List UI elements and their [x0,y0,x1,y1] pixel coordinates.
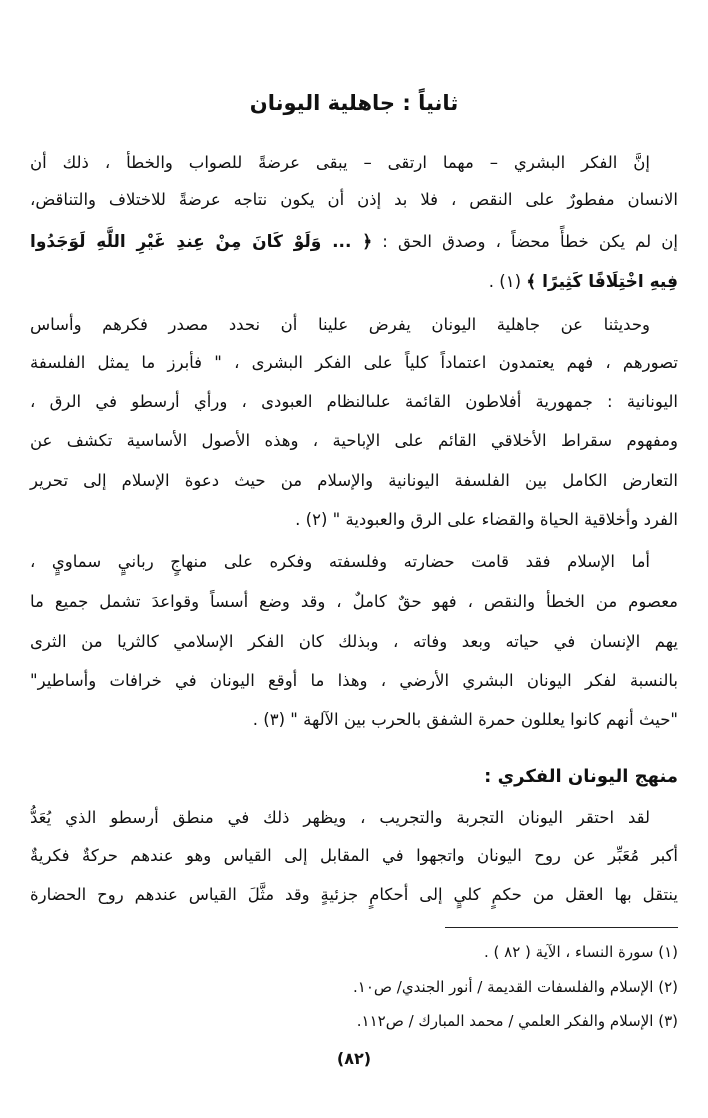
paragraph-2-line-1: وحديثنا عن جاهلية اليونان يفرض علينا أن نحدد مصدر فكرهم وأساس [30,315,650,334]
paragraph-1-line-4 [30,264,678,300]
paragraph-2-line-3: اليونانية : جمهورية أفلاطون القائمة علىالنظام العبودى ، ورأي أرسطو في الرق ، [30,392,678,411]
paragraph-2-line-5: التعارض الكامل بين الفلسفة اليونانية والإسلام من حيث دعوة الإسلام إلى تحرير [30,471,678,490]
quran-verse-part-1: ﴿ ... وَلَوْ كَانَ مِنْ عِندِ غَيْرِ اللَّهِ لَوَجَدُوا [30,232,373,252]
paragraph-2-line-4: ومفهوم سقراط الأخلاقي القائم على الإباحية ، وهذه الأصول الأساسية تكشف عن [30,431,678,450]
paragraph-3-line-1: أما الإسلام فقد قامت حضارته وفلسفته وفكره على منهاجٍ ربانيٍ سماويٍ ، [30,552,650,571]
paragraph-3-line-5: "حيث أنهم كانوا يعللون حمرة الشفق بالحرب بين الآلهة " (٣) . [252,710,678,729]
paragraph-1-line-2: الانسان مفطورٌ على النقص ، فلا بد إذن أن يكون نتاجه عرضةً للاختلاف والتناقض، [30,190,678,209]
paragraph-1-line-3 [30,224,678,260]
footnote-2: (٢) الإسلام والفلسفات القديمة / أنور الجندي/ ص١٠. [352,978,678,996]
paragraph-4-line-3: ينتقل بها العقل من حكمٍ كليٍ إلى أحكامٍ جزئيةٍ وقد مثَّلَ القياس عندهم روح الحضارة [30,885,678,904]
footnote-separator [445,927,678,928]
paragraph-1-text: إن لم يكن خطأً محضاً ، وصدق الحق : [382,232,678,251]
page-title: ثانياً : جاهلية اليونان [249,91,459,115]
section-heading: منهج اليونان الفكري : [484,766,678,787]
paragraph-3-line-2: معصوم من الخطأ والنقص ، فهو حقٌ كاملٌ ، وقد وضع أسساً وقواعدَ تشمل جميع ما [30,592,678,611]
footnote-3: (٣) الإسلام والفكر العلمي / محمد المبارك / ص١١٢. [356,1012,678,1030]
footnote-ref-1: (١) . [488,272,522,291]
paragraph-3-line-3: يهم الإنسان في حياته وبعد وفاته ، وبذلك كان الفكر الإسلامي كالثريا من الثرى [30,632,678,651]
paragraph-2-line-2: تصورهم ، فهم يعتمدون اعتماداً كلياً على الفكر البشرى ، " فأبرز ما يمثل الفلسفة [30,353,678,372]
paragraph-4-line-1: لقد احتقر اليونان التجربة والتجريب ، ويظهر ذلك في منطق أرسطو الذي يُعَدُّ [30,808,650,827]
paragraph-3-line-4: بالنسبة لفكر اليونان البشري الأرضي ، وهذا ما أوقع اليونان في خرافات وأساطير" [30,671,678,690]
paragraph-2-line-6: الفرد وأخلاقية الحياة والقضاء على الرق والعبودية " (٢) . [295,510,678,529]
quran-verse-part-2: فِيهِ اخْتِلَافًا كَثِيرًا ﴾ [526,272,678,292]
page-number: (٨٢) [336,1049,372,1068]
footnote-1: (١) سورة النساء ، الآية ( ٨٢ ) . [484,943,678,961]
paragraph-1-line-1: إنَّ الفكر البشري – مهما ارتقى – يبقى عرضةً للصواب والخطأ ، ذلك أن [30,153,650,172]
paragraph-4-line-2: أكبر مُعَبِّر عن روح اليونان واتجهوا في المقابل إلى القياس وهو عندهم حركةٌ فكريةٌ [30,846,678,865]
